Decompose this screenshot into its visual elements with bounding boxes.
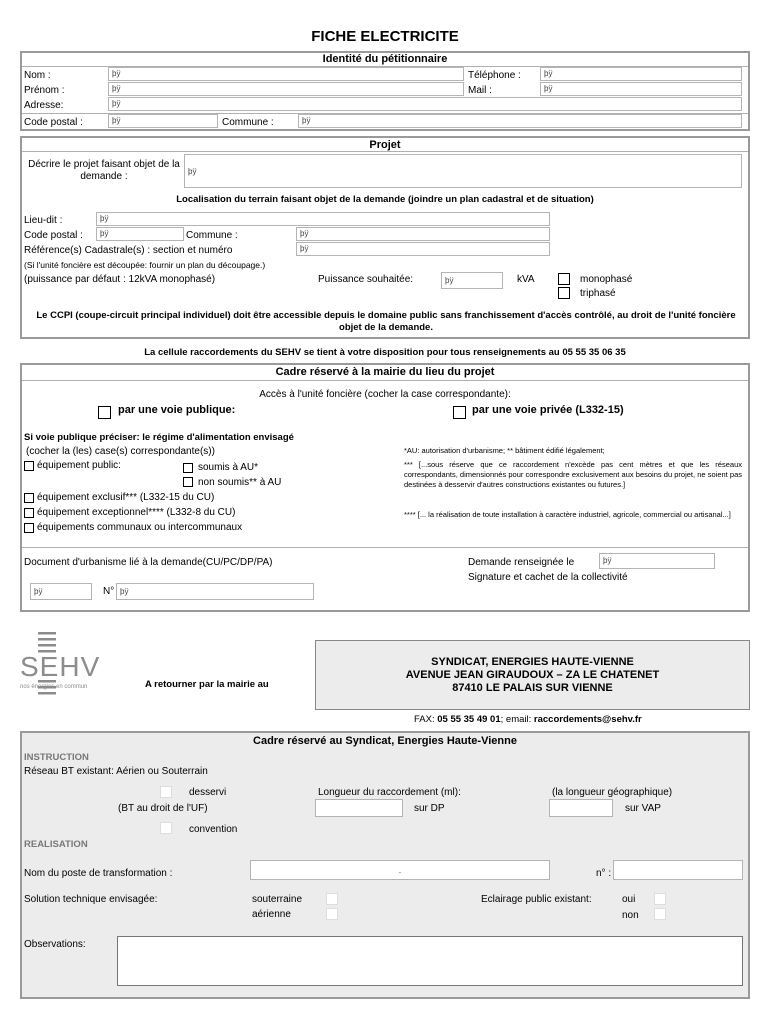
- longueur-dp-field[interactable]: [315, 799, 403, 817]
- lieu-dit-field[interactable]: þÿ: [96, 212, 550, 226]
- triphase-checkbox[interactable]: [558, 287, 570, 299]
- numero-label: N°: [103, 586, 115, 597]
- longueur-vap-field[interactable]: [549, 799, 613, 817]
- equip-communaux-label: équipements communaux ou intercommunaux: [37, 522, 243, 533]
- puissance-field[interactable]: þÿ: [441, 272, 503, 289]
- note-exceptionnel: **** [... la réalisation de toute installation à caractère industriel, agricole, commercial ou artisanal...]: [404, 510, 731, 519]
- equip-public-label: équipement public:: [37, 460, 121, 471]
- instruction-label: INSTRUCTION: [24, 752, 89, 763]
- observations-label: Observations:: [24, 939, 86, 950]
- voie-publique-label: par une voie publique:: [118, 404, 236, 416]
- solution-label: Solution technique envisagée:: [24, 894, 158, 905]
- page-title: FICHE ELECTRICITE: [311, 28, 459, 45]
- sehv-logo-text: SEHV: [20, 651, 101, 682]
- bt-droit-label: (BT au droit de l'UF): [118, 803, 208, 814]
- realisation-label: REALISATION: [24, 839, 88, 850]
- sur-dp-label: sur DP: [414, 803, 445, 814]
- document-type-field[interactable]: þÿ: [30, 583, 92, 600]
- projet-commune-field[interactable]: þÿ: [296, 227, 550, 241]
- numero-poste-label: n° :: [596, 868, 612, 879]
- email-label: ; email:: [500, 714, 532, 725]
- address-line-1: SYNDICAT, ENERGIES HAUTE-VIENNE: [431, 656, 634, 668]
- kva-label: kVA: [517, 274, 535, 285]
- non-soumis-checkbox[interactable]: [183, 477, 193, 487]
- convention-checkbox[interactable]: [160, 822, 172, 834]
- sur-vap-label: sur VAP: [625, 803, 661, 814]
- nom-field[interactable]: þÿ: [108, 67, 464, 81]
- equip-communaux-checkbox[interactable]: [24, 523, 34, 533]
- projet-code-postal-label: Code postal :: [24, 230, 83, 241]
- prenom-field[interactable]: þÿ: [108, 82, 464, 96]
- puissance-label: Puissance souhaitée:: [318, 274, 414, 285]
- code-postal-label: Code postal :: [24, 117, 83, 128]
- convention-label: convention: [189, 824, 238, 835]
- poste-field[interactable]: .: [250, 860, 550, 880]
- reseau-label: Réseau BT existant: Aérien ou Souterrain: [24, 766, 208, 777]
- eclairage-non-label: non: [622, 910, 639, 921]
- monophase-label: monophasé: [580, 274, 633, 285]
- equip-public-checkbox[interactable]: [24, 461, 34, 471]
- poste-label: Nom du poste de transformation :: [24, 868, 173, 879]
- info-line: La cellule raccordements du SEHV se tient à votre disposition pour tous renseignements au 05 55 35 06 35: [144, 347, 626, 358]
- voie-publique-checkbox[interactable]: [98, 406, 111, 419]
- fax-number: 05 55 35 49 01: [437, 714, 501, 725]
- aerienne-checkbox[interactable]: [326, 908, 338, 920]
- longueur-geo-label: (la longueur géographique): [552, 787, 673, 798]
- demande-renseignee-label: Demande renseignée le: [468, 557, 575, 568]
- observations-field[interactable]: [117, 936, 743, 986]
- regime-label: Si voie publique préciser: le régime d'alimentation envisagé: [24, 432, 294, 443]
- localisation-heading: Localisation du terrain faisant objet de la demande (joindre un plan cadastral et de situation): [176, 194, 594, 205]
- identite-heading: Identité du pétitionnaire: [322, 53, 448, 65]
- adresse-label: Adresse:: [24, 100, 64, 111]
- ccpi-note: Le CCPI (coupe-circuit principal individuel) doit être accessible depuis le domaine public sans franchissement d'accès contrôlé, au droit de l'unité foncière objet de la demande.: [36, 310, 736, 333]
- eclairage-oui-label: oui: [622, 894, 636, 905]
- reference-label: Référence(s) Cadastrale(s) : section et numéro: [24, 245, 233, 256]
- desservi-checkbox[interactable]: [160, 786, 172, 798]
- commune-field[interactable]: þÿ: [298, 114, 742, 128]
- commune-label: Commune :: [222, 117, 274, 128]
- souterraine-checkbox[interactable]: [326, 893, 338, 905]
- decrire-label: Décrire le projet faisant objet de la demande :: [28, 159, 180, 182]
- fax-label: FAX:: [414, 714, 435, 725]
- retourner-label: A retourner par la mairie au: [145, 679, 269, 690]
- monophase-checkbox[interactable]: [558, 273, 570, 285]
- demande-date-field[interactable]: þÿ: [599, 553, 715, 569]
- note-au: *AU: autorisation d'urbanisme; ** bâtiment édifié légalement;: [404, 446, 605, 455]
- cocher-label: (cocher la (les) case(s) correspondante(s)): [26, 446, 215, 457]
- numero-poste-field[interactable]: [613, 860, 743, 880]
- acces-label: Accès à l'unité foncière (cocher la case correspondante):: [259, 389, 511, 400]
- projet-commune-label: Commune :: [186, 230, 238, 241]
- reference-field[interactable]: þÿ: [296, 242, 550, 256]
- longueur-label: Longueur du raccordement (ml):: [318, 787, 461, 798]
- eclairage-label: Eclairage public existant:: [481, 894, 592, 905]
- equip-exclusif-label: équipement exclusif*** (L332-15 du CU): [37, 492, 215, 503]
- syndicat-heading: Cadre réservé au Syndicat, Energies Haute-Vienne: [253, 735, 517, 747]
- projet-heading: Projet: [369, 139, 401, 151]
- eclairage-non-checkbox[interactable]: [654, 908, 666, 920]
- eclairage-oui-checkbox[interactable]: [654, 893, 666, 905]
- soumis-checkbox[interactable]: [183, 463, 193, 473]
- aerienne-label: aérienne: [252, 909, 291, 920]
- souterraine-label: souterraine: [252, 894, 303, 905]
- prenom-label: Prénom :: [24, 85, 65, 96]
- sehv-address-box: [315, 640, 750, 710]
- equip-exceptionnel-label: équipement exceptionnel**** (L332-8 du CU): [37, 507, 236, 518]
- non-soumis-label: non soumis** à AU: [198, 477, 282, 488]
- puissance-defaut-note: (puissance par défaut : 12kVA monophasé): [24, 274, 216, 285]
- signature-label: Signature et cachet de la collectivité: [468, 572, 628, 583]
- decrire-field[interactable]: þÿ: [184, 154, 742, 188]
- nom-label: Nom :: [24, 70, 51, 81]
- telephone-label: Téléphone :: [468, 70, 521, 81]
- address-line-3: 87410 LE PALAIS SUR VIENNE: [452, 682, 613, 694]
- equip-exclusif-checkbox[interactable]: [24, 493, 34, 503]
- note-exclusif: *** [...sous réserve que ce raccordement n'excède pas cent mètres et que les réseaux correspondants, dimensionnés pour correspondre exclusivement aux besoins du projet, ne soient pas destinées à desservir d'autres constructions existantes ou futures.]: [404, 460, 742, 489]
- mail-label: Mail :: [468, 85, 492, 96]
- sehv-logo-tagline: nos énergies en commun: [20, 684, 88, 690]
- mail-field[interactable]: þÿ: [540, 82, 742, 96]
- desservi-label: desservi: [189, 787, 227, 798]
- numero-field[interactable]: þÿ: [116, 583, 314, 600]
- triphase-label: triphasé: [580, 288, 616, 299]
- document-label: Document d'urbanisme lié à la demande(CU/PC/DP/PA): [24, 557, 273, 568]
- voie-privee-label: par une voie privée (L332-15): [472, 404, 624, 416]
- projet-code-postal-field[interactable]: þÿ: [96, 227, 184, 241]
- lieu-dit-label: Lieu-dit :: [24, 215, 63, 226]
- equip-exceptionnel-checkbox[interactable]: [24, 508, 34, 518]
- mairie-heading: Cadre réservé à la mairie du lieu du projet: [275, 366, 495, 378]
- fax-email-line: [414, 714, 642, 725]
- code-postal-field[interactable]: þÿ: [108, 114, 218, 128]
- adresse-field[interactable]: þÿ: [108, 97, 742, 111]
- telephone-field[interactable]: þÿ: [540, 67, 742, 81]
- sehv-logo: [20, 630, 115, 698]
- voie-privee-checkbox[interactable]: [453, 406, 466, 419]
- soumis-label: soumis à AU*: [198, 462, 259, 473]
- decoupage-note: (Si l'unité foncière est découpée: fournir un plan du découpage.): [24, 260, 266, 270]
- email-link[interactable]: raccordements@sehv.fr: [533, 714, 642, 725]
- address-line-2: AVENUE JEAN GIRAUDOUX – ZA LE CHATENET: [405, 669, 660, 681]
